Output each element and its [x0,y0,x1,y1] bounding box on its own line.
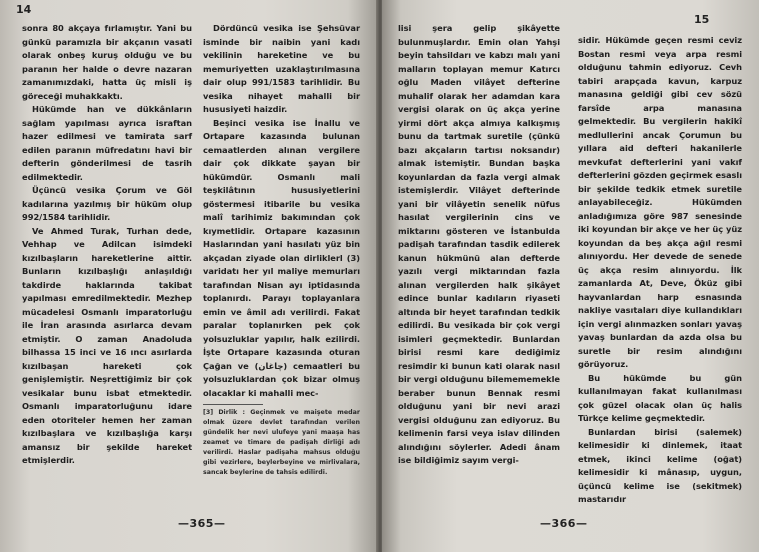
footnote-divider [203,404,263,405]
right-column-1 [398,22,560,468]
left-page [0,0,378,552]
left-column-2 [203,22,360,400]
paragraph: Bu hükümde bu gün kullanılmayan fakat kullanılması çok güzel olacak olan üç halis Türkçe kelime geçmektedir. [578,372,742,423]
paragraph: sidir. Hükümde geçen resmi ceviz Bostan resmi veya arpa resmi olduğunu tahmin ediyoruz. Cevh tabiri arapçada kavun, karpuz manasına geldiği gibi cev sözü farsîde arpa manasına gelmektedir. Bu vergilerin hakikî medlullerini ancak Çorumun bu yıllara aid defteri hakanilerle mevkufat defterlerini yani vakıf defterlerini gözden geçirmek esaslı bir şekilde tedkik etmek suretile anlayabileceğiz. Hükümden anladığımıza göre 987 senesinde iki koyundan bir akçe ve her üç yüz koyundan da beş akça ağıl resmi alınıyordu. Her devede de senede üç akça resim alınıyordu. İlk zamanlarda At, Deve, Öküz gibi hayvanlardan harp esnasında nakliye vasıtaları diye kullandıkları için vergi alınmazken sonları yavaş yavaş bunlardan da azda olsa bu suretle bir resim alındığını görüyoruz. [578,35,742,369]
paragraph: Hükümde han ve dükkânların sağlam yapılması ayrıca israftan hazer edilmesi ve tamirata sarf edilen paranın müfredatını havi bir defterin gönderilmesi de tasrih edilmektedir. [22,104,192,182]
paragraph: Dördüncü vesika ise Şehsüvar isminde bir naibin yani kadı vekilinin hareketine ve bu memuriyetten uzaklaştırılmasına dair olup 991/1583 tarihlidir. Bu vesika nihayet mahalli bir hususiyeti haizdir. [203,23,360,114]
paragraph: sonra 80 akçaya fırlamıştır. Yani bu günkü paramızla bir akçanın vasati olarak onbeş kuruş olduğu ve bu paranın her halde o devre nazaran zamanımızdaki, hatta üç misli iş göreceği muhakkaktı. [22,23,192,101]
paragraph: lisi şera gelip şikâyette bulunmuşlardır. Emin olan Yahşi beyin tahsildarı ve kabzı malı yani malların toplayan memur Katırcı oğlu Maden vilâyet defterine muhalif olarak her adamdan kara vergisi olarak on üç akça yerine yirmi dört akça almıya kalkışmış bunu da tartmak suretile (çünkü bazı akçaların tartısı noksandır) almak istemiştir. Bundan başka koyunlardan da fazla vergi almak istemişlerdir. Vilâyet defterinde yani bir vilâyetin senelik nüfus hasılat vergilerinin cins ve miktarını gösteren ve İstanbulda padişah tarafından tasdik edilerek kanun hükmünü alan defterde yazılı vergi miktarından fazla alınan vergilerden halk şikâyet edince bunlar kadıların riyaseti altında bir heyet tarafından tedkik edilirdi. Bu vesikada bir çok vergi isimleri geçmektedir. Bunlardan birisi resmi kare dediğimiz resimdir ki bunun kati olarak nasıl bir vergi olduğunu bilemememekle beraber bunun Bennak resmi olduğunu yani bir nevi arazi vergisi olduğunu zan ediyoruz. Bu kelimenin farsi veya islav dilinden alındığını söylerler. Adedi ânam ise bildiğimiz sayım vergi- [398,23,560,465]
right-page [382,0,759,552]
footnote: [3] Dirlik : Geçinmek ve maişete medar olmak üzere devlet tarafından verilen gündelik her nevi ulufeye yani maaşa has zeamet ve timare de padişah dirliği adı verilirdi. Haslar padişaha mahsus olduğu gibi vezirlere, beylerbeyine ve mirlivalara, sancak beylerine de tahsis edilirdi. [203,409,360,476]
left-page-number-top: 14 [16,3,32,16]
paragraph: Beşinci vesika ise İnallu ve Ortapare kazasında bulunan cemaatlerden alınan vergilere dair çok dikkate şayan bir hükümdür. Osmanlı mali teşkilâtının hususiyetlerini göstermesi itibarile bu vesika malî tarihimiz bakımından çok kıymetlidir. Ortapare kazasının Haslarından yani hasılatı yüz bin akçadan ziyade olan dirliklerl (3) varidatı her yıl maliye memurları tarafından Nisan ayı iptidasında toplanırdı. Parayı toplayanlara emin ve âmil adı verilirdi. Fakat paralar toplanırken pek çok yolsuzluklar yapılır, halk ezilirdi. İşte Ortapare kazasında oturan Çağan ve (چاغان) cemaatleri bu yolsuzluklardan çok bizar olmuş olacaklar ki mahalli mec- [203,117,360,398]
left-column-1 [22,22,192,468]
right-page-number-bottom: —366— [540,517,588,530]
paragraph: Bunlardan birisi (salemek) kelimesidir ki dinlemek, itaat etmek, ikinci kelime (oğat) kelimesidir ki mânasıp, uygun, üçüncü kelime ise (sekitmek) mastarıdır [578,426,742,504]
left-page-number-bottom: —365— [178,517,226,530]
right-page-number-top: 15 [694,13,710,26]
paragraph: Üçüncü vesika Çorum ve Göl kadılarına yazılmış bir hüküm olup 992/1584 tarihlidir. [22,185,192,222]
right-column-2 [578,34,742,507]
paragraph: Ve Ahmed Turak, Turhan dede, Vehhap ve Adilcan isimdeki kızılbaşların hareketlerine aittir. Bunların kızılbaşlığı anlaşıldığı takdirde haklarında takibat yapılması emredilmektedir. Mezhep mücadelesi Osmanlı imparatorluğu ile İran arasında asırlarca devam etmiştir. O zaman Anadoluda bilhassa 15 inci ve 16 ıncı asırlarda kızılbaşan hareketi çok genişlemiştir. Neşrettiğimiz bir çok vesikalar bunu isbat etmektedir. Osmanlı imparatorluğunu idare eden otoriteler hemen her zaman kızılbaşlara ve kızılbaşlığa karşı amansız bir şekilde hareket etmişlerdir. [22,225,192,465]
